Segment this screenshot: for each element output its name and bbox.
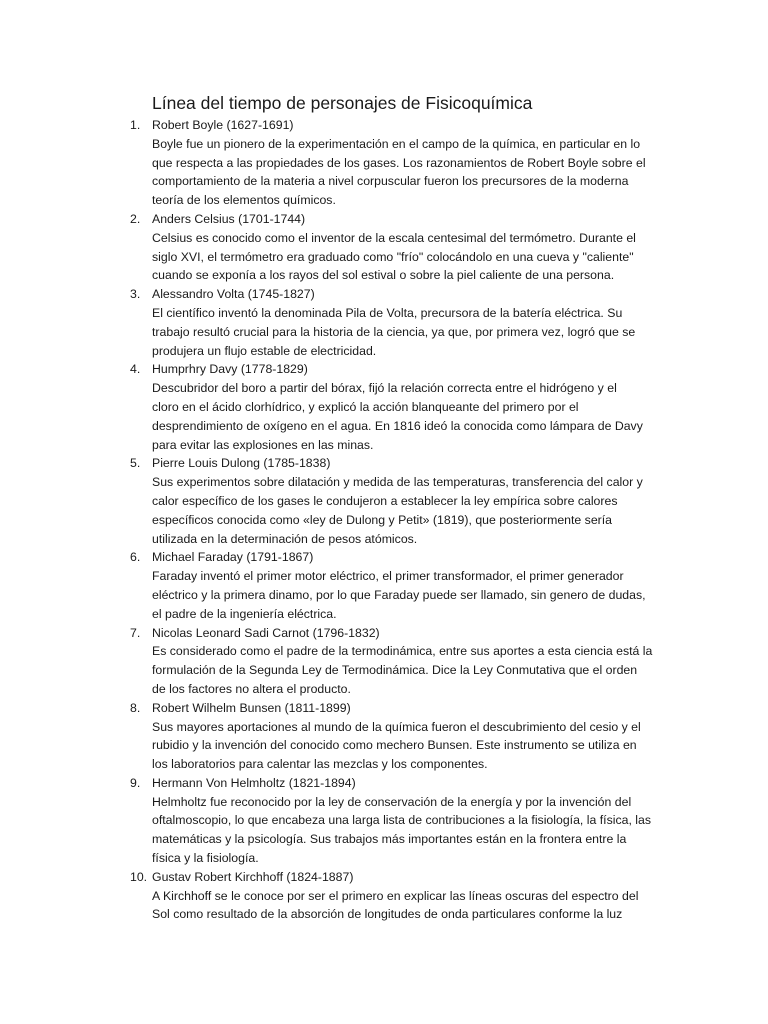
person-description [152,379,662,454]
description-line: Descubridor del boro a partir del bórax, fijó la relación correcta entre el hidrógeno y el [152,381,617,396]
description-line: Es considerado como el padre de la termodinámica, entre sus aportes a esta ciencia está la [152,644,653,659]
person-description [152,887,662,925]
description-line: formulación de la Segunda Ley de Termodinámica. Dice la Ley Conmutativa que el orden [152,663,638,678]
list-item [0,624,768,699]
description-line: siglo XVI, el termómetro era graduado como "frío" colocándolo en una cueva y "caliente" [152,249,634,264]
item-number: 1. [130,118,141,132]
description-line: Celsius es conocido como el inventor de la escala centesimal del termómetro. Durante el [152,230,636,245]
item-number: 2. [130,211,141,226]
description-line: Faraday inventó el primer motor eléctrico, el primer transformador, el primer generador [152,569,624,584]
list-item [0,210,768,285]
list-item [0,548,768,623]
person-name: Humprhry Davy (1778-1829) [152,362,308,377]
person-description [152,567,662,623]
description-line: que respecta a las propiedades de los gases. Los razonamientos de Robert Boyle sobre el [152,155,646,170]
person-description [152,718,662,774]
description-line: para evitar las explosiones en las minas. [152,437,374,452]
person-description [152,229,662,285]
description-line: específicos conocida como «ley de Dulong y Petit» (1819), que posteriormente sería [152,512,613,527]
description-line: Boyle fue un pionero de la experimentación en el campo de la química, en particular en lo [152,136,641,151]
description-line: cuando se exponía a los rayos del sol estival o sobre la piel caliente de una persona. [152,268,615,283]
person-name: Michael Faraday (1791-1867) [152,550,314,565]
description-line: de los factores no altera el producto. [152,681,351,696]
description-line: El científico inventó la denominada Pila de Volta, precursora de la batería eléctrica. Su [152,305,623,320]
person-name: Alessandro Volta (1745-1827) [152,287,315,302]
description-line: Sus experimentos sobre dilatación y medida de las temperaturas, transferencia del calor y [152,475,643,490]
description-line: teoría de los elementos químicos. [152,193,336,208]
description-line: física y la fisiología. [152,851,259,866]
person-description [152,642,662,698]
description-line: eléctrico y la primera dinamo, por lo que Faraday puede ser llamado, sin genero de dudas, [152,587,646,602]
list-item [0,774,768,868]
item-number: 7. [130,625,141,640]
description-line: Helmholtz fue reconocido por la ley de conservación de la energía y por la invención del [152,794,632,809]
item-number: 5. [130,456,141,471]
description-line: Sus mayores aportaciones al mundo de la química fueron el descubrimiento del cesio y el [152,719,641,734]
list-item [0,868,768,924]
person-name: Robert Boyle (1627-1691) [152,118,294,132]
description-line: el padre de la ingeniería eléctrica. [152,606,337,621]
item-number: 8. [130,700,141,715]
list-item [0,116,768,210]
item-number: 3. [130,287,141,302]
person-description [152,304,662,360]
description-line: comportamiento de la materia a nivel corpuscular fueron los precursores de la moderna [152,174,629,189]
item-number: 6. [130,550,141,565]
item-number: 4. [130,362,141,377]
document-title: Línea del tiempo de personajes de Fisicoquímica [152,93,533,113]
person-name: Nicolas Leonard Sadi Carnot (1796-1832) [152,625,380,640]
description-line: Sol como resultado de la absorción de longitudes de onda particulares conforme la luz [152,907,623,922]
description-line: produjera un flujo estable de electricidad. [152,343,377,358]
description-line: utilizada en la determinación de pesos atómicos. [152,531,418,546]
timeline-list [0,116,768,924]
list-item [0,285,768,360]
description-line: los laboratorios para calentar las mezclas y los componentes. [152,757,488,772]
person-name: Gustav Robert Kirchhoff (1824-1887) [152,869,354,884]
description-line: A Kirchhoff se le conoce por ser el primero en explicar las líneas oscuras del espectro del [152,888,639,903]
description-line: rubidio y la invención del conocido como mechero Bunsen. Este instrumento se utiliza en [152,738,637,753]
item-number: 9. [130,775,141,790]
person-name: Anders Celsius (1701-1744) [152,211,306,226]
person-name: Robert Wilhelm Bunsen (1811-1899) [152,700,351,715]
description-line: desprendimiento de oxígeno en el agua. En 1816 ideó la conocida como lámpara de Davy [152,418,643,433]
list-item [0,699,768,774]
list-item [0,454,768,548]
description-line: trabajo resultó crucial para la historia de la ciencia, ya que, por primera vez, logró que se [152,324,636,339]
description-line: cloro en el ácido clorhídrico, y explicó la acción blanqueante del primero por el [152,399,579,414]
description-line: calor específico de los gases le condujeron a establecer la ley empírica sobre calores [152,493,618,508]
person-name: Pierre Louis Dulong (1785-1838) [152,456,331,471]
description-line: oftalmoscopio, lo que encabeza una larga lista de contribuciones a la fisiología, la física, las [152,813,652,828]
person-description [152,473,662,548]
item-number: 10. [130,869,148,884]
list-item [0,360,768,454]
person-name: Hermann Von Helmholtz (1821-1894) [152,775,356,790]
person-description [152,135,662,210]
person-description [152,793,662,868]
description-line: matemáticas y la psicología. Sus trabajos más importantes están en la frontera entre la [152,832,627,847]
